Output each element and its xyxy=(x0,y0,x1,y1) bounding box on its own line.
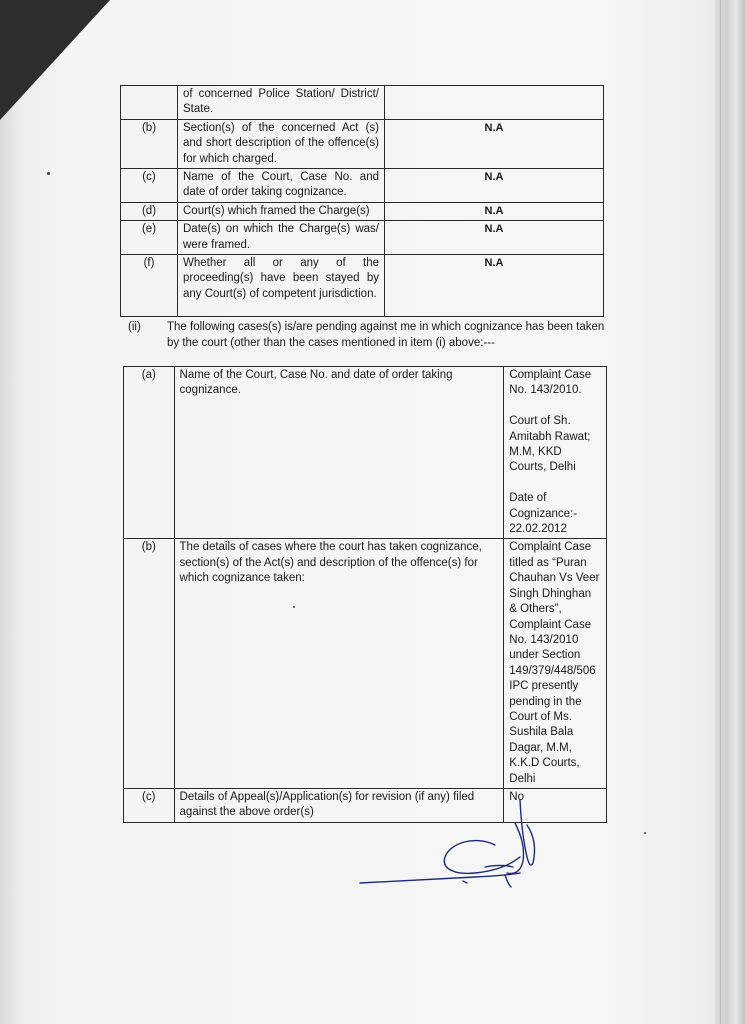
table-row xyxy=(124,367,607,539)
row-label: (d) xyxy=(121,202,178,220)
row-value: Complaint Case No. 143/2010. Court of Sh. Amitabh Rawat; M.M, KKD Courts, Delhi Date of Cognizance:- 22.02.2012 xyxy=(504,367,607,539)
section-number: (ii) xyxy=(128,321,141,333)
table-row xyxy=(121,169,604,203)
row-description: The details of cases where the court has taken cognizance, section(s) of the Act(s) and description of the offence(s) for which cognizance taken: xyxy=(174,539,504,789)
row-value: Complaint Case titled as “Puran Chauhan Vs Veer Singh Dhinghan & Others”, Complaint Case No. 143/2010 under Section 149/379/448/506 IPC presently pending in the Court of Ms. Sushila Bala Dagar, M.M, K.K.D Courts, Delhi xyxy=(504,539,607,789)
row-value: N.A xyxy=(385,221,604,255)
scan-speck xyxy=(47,172,50,175)
charges-table xyxy=(120,85,604,317)
scan-speck xyxy=(644,832,646,834)
row-value: N.A xyxy=(385,169,604,203)
row-value: N.A xyxy=(385,255,604,317)
row-label xyxy=(121,86,178,120)
table-row xyxy=(121,86,604,120)
row-description: Date(s) on which the Charge(s) was/ were framed. xyxy=(178,221,385,255)
section-text: The following cases(s) is/are pending against me in which cognizance has been taken by the court (other than the cases mentioned in item (i) above:--- xyxy=(167,321,605,349)
row-description: Section(s) of the concerned Act (s) and short description of the offence(s) for which charged. xyxy=(178,119,385,168)
row-description: Whether all or any of the proceeding(s) have been stayed by any Court(s) of competent jurisdiction. xyxy=(178,255,385,317)
row-label: (c) xyxy=(121,169,178,203)
table-row xyxy=(121,202,604,220)
row-value: No xyxy=(504,788,607,822)
row-description: Details of Appeal(s)/Application(s) for revision (if any) filed against the above order(s) xyxy=(174,788,504,822)
row-label: (c) xyxy=(124,788,175,822)
signature-icon xyxy=(355,795,555,895)
row-description: Court(s) which framed the Charge(s) xyxy=(178,202,385,220)
row-value: N.A xyxy=(385,119,604,168)
row-label: (a) xyxy=(124,367,175,539)
row-description: Name of the Court, Case No. and date of order taking cognizance. xyxy=(178,169,385,203)
table-row xyxy=(124,539,607,789)
pending-cases-table xyxy=(123,366,607,823)
table-row xyxy=(121,221,604,255)
row-description: Name of the Court, Case No. and date of order taking cognizance. xyxy=(174,367,504,539)
row-label: (f) xyxy=(121,255,178,317)
row-label: (e) xyxy=(121,221,178,255)
table-row xyxy=(121,119,604,168)
row-description: of concerned Police Station/ District/ State. xyxy=(178,86,385,120)
row-label: (b) xyxy=(121,119,178,168)
table-row xyxy=(121,255,604,317)
row-label: (b) xyxy=(124,539,175,789)
scan-shadow-corner xyxy=(0,0,110,120)
row-value xyxy=(385,86,604,120)
row-value: N.A xyxy=(385,202,604,220)
page-edge-line xyxy=(720,0,721,1024)
